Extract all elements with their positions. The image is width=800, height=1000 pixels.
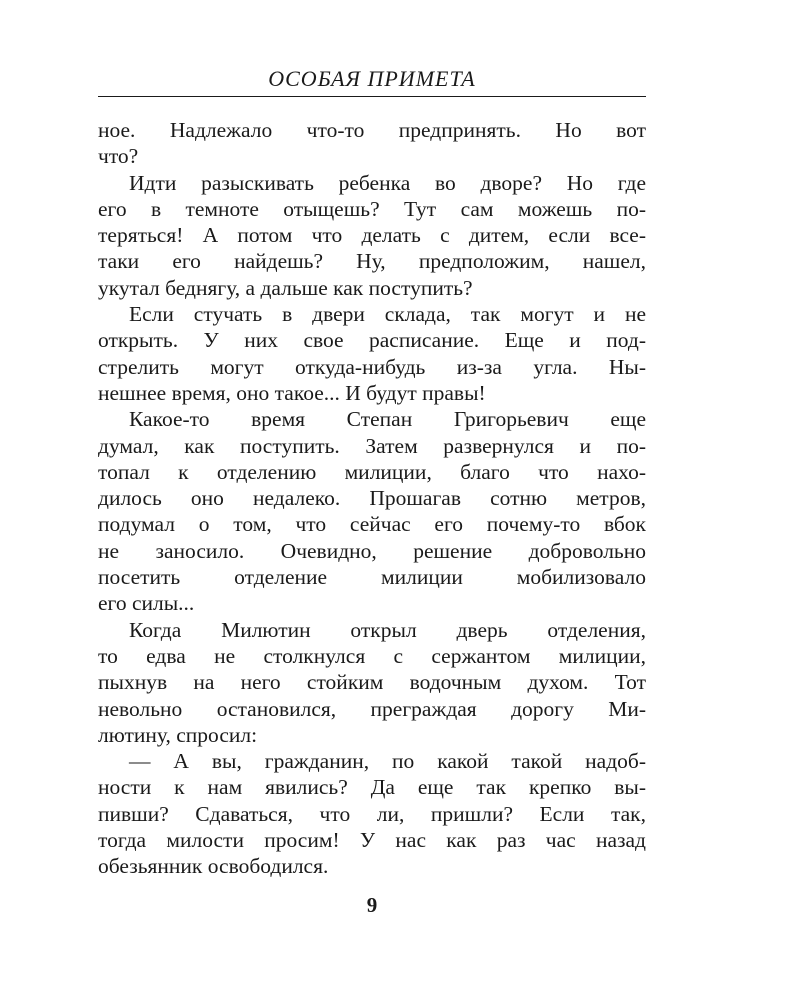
text-line: Идти разыскивать ребенка во дворе? Но где <box>129 170 646 195</box>
text-line: подумал о том, что сейчас его почему-то вбок <box>98 512 646 537</box>
text-line: невольно остановился, преграждая дорогу Ми- <box>98 696 646 721</box>
text-line: Когда Милютин открыл дверь отделения, <box>129 617 646 642</box>
running-head-title: ОСОБАЯ ПРИМЕТА <box>268 66 476 91</box>
text-line: посетить отделение милиции мобилизовало <box>98 565 646 590</box>
text-line: ное. Надлежало что-то предпринять. Но вот <box>98 118 646 142</box>
text-line: что? <box>98 144 139 169</box>
text-line: Какое-то время Степан Григорьевич еще <box>129 407 646 432</box>
text-line: открыть. У них свое расписание. Еще и под- <box>98 328 646 353</box>
text-line: Если стучать в двери склада, так могут и не <box>129 302 646 327</box>
text-line: тогда милости просим! У нас как раз час назад <box>98 828 646 853</box>
text-line: ности к нам явились? Да еще так крепко вы- <box>98 775 646 800</box>
page-number: 9 <box>366 893 378 917</box>
text-line: теряться! А потом что делать с дитем, если все- <box>98 223 646 248</box>
text-line: его в темноте отыщешь? Тут сам можешь по- <box>98 196 646 221</box>
text-line: его силы... <box>98 591 195 616</box>
text-line: топал к отделению милиции, благо что нахо- <box>98 459 646 484</box>
text-line: нешнее время, оно такое... И будут правы! <box>98 380 486 405</box>
text-line: то едва не столкнулся с сержантом милиции, <box>98 643 646 668</box>
text-line: лютину, спросил: <box>98 722 258 747</box>
body-text <box>98 117 646 880</box>
text-line: пивши? Сдаваться, что ли, пришли? Если так, <box>98 801 646 826</box>
text-line: обезьянник освободился. <box>98 854 329 879</box>
text-line: пыхнув на него стойким водочным духом. Тот <box>98 670 646 695</box>
book-page <box>98 64 646 880</box>
header-rule <box>98 96 646 97</box>
text-line: не заносило. Очевидно, решение добровольно <box>98 538 646 563</box>
text-line: стрелить могут откуда-нибудь из-за угла. Ны- <box>98 354 646 379</box>
text-line: укутал беднягу, а дальше как поступить? <box>98 275 473 300</box>
text-line: дилось оно недалеко. Прошагав сотню метров, <box>98 486 646 511</box>
text-line: думал, как поступить. Затем развернулся и по- <box>98 433 646 458</box>
text-line: таки его найдешь? Ну, предположим, нашел, <box>98 249 646 274</box>
text-line: — А вы, гражданин, по какой такой надоб- <box>129 749 646 774</box>
